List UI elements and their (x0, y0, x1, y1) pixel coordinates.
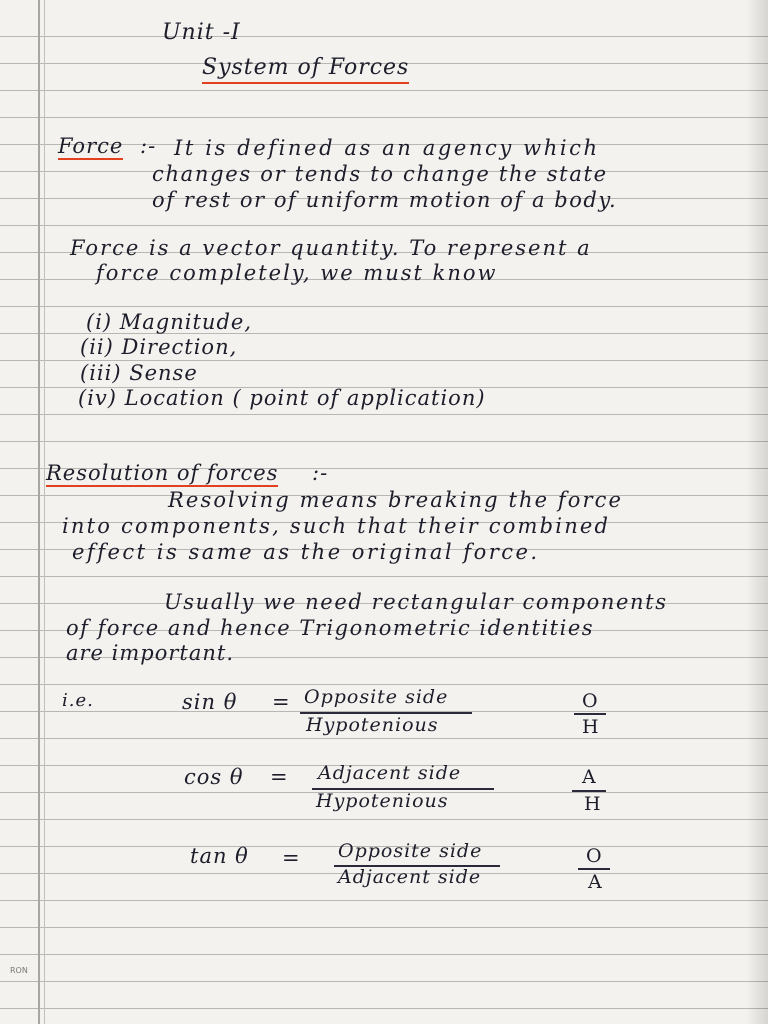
tan-short-fraction-line (578, 868, 610, 870)
sin-function: sin θ (182, 690, 238, 714)
sin-short-denominator: H (582, 716, 600, 738)
page-title: System of Forces (202, 55, 409, 84)
resolution-para1-line-1: Resolving means breaking the force (168, 488, 624, 512)
vector-text-line-1: Force is a vector quantity. To represent a (70, 236, 592, 260)
list-item-magnitude: (i) Magnitude, (86, 310, 252, 334)
force-definition-line-2: changes or tends to change the state (152, 162, 608, 186)
sin-short-fraction-line (574, 713, 606, 715)
tan-short-numerator: O (586, 845, 603, 867)
cos-denominator: Hypotenious (316, 790, 449, 812)
sin-numerator: Opposite side (304, 686, 449, 708)
ie-prefix: i.e. (62, 690, 94, 711)
force-term: Force (58, 134, 124, 158)
resolution-para1-line-3: effect is same as the original force. (72, 540, 540, 564)
margin-line (38, 0, 40, 1024)
margin-line-secondary (44, 0, 45, 1024)
force-definition-line-1: It is defined as an agency which (174, 136, 600, 160)
force-separator: :- (140, 134, 157, 158)
cos-function: cos θ (184, 765, 244, 789)
tan-equals: = (282, 846, 301, 870)
resolution-heading: Resolution of forces (46, 461, 279, 485)
resolution-para1-line-2: into components, such that their combined (62, 514, 611, 538)
resolution-separator: :- (312, 461, 329, 485)
resolution-para2-line-1: Usually we need rectangular components (164, 590, 668, 614)
unit-heading: Unit -I (162, 20, 241, 45)
cos-short-fraction-line (572, 790, 606, 792)
list-item-direction: (ii) Direction, (80, 335, 238, 359)
tan-short-denominator: A (588, 871, 603, 893)
footer-stamp: RON (10, 966, 28, 975)
sin-denominator: Hypotenious (306, 714, 439, 736)
sin-equals: = (272, 690, 291, 714)
cos-numerator: Adjacent side (318, 762, 462, 784)
vector-text-line-2: force completely, we must know (96, 261, 498, 285)
cos-short-denominator: H (584, 793, 602, 815)
cos-short-numerator: A (582, 766, 597, 788)
resolution-para2-line-2: of force and hence Trigonometric identities (66, 616, 595, 640)
tan-denominator: Adjacent side (338, 866, 482, 888)
force-definition-line-3: of rest or of uniform motion of a body. (152, 188, 618, 212)
sin-short-numerator: O (582, 690, 599, 712)
list-item-location: (iv) Location ( point of application) (78, 386, 486, 410)
page-shadow (746, 0, 768, 1024)
resolution-para2-line-3: are important. (66, 641, 235, 665)
cos-equals: = (270, 765, 289, 789)
list-item-sense: (iii) Sense (80, 361, 198, 385)
tan-function: tan θ (190, 844, 249, 868)
tan-numerator: Opposite side (338, 840, 483, 862)
